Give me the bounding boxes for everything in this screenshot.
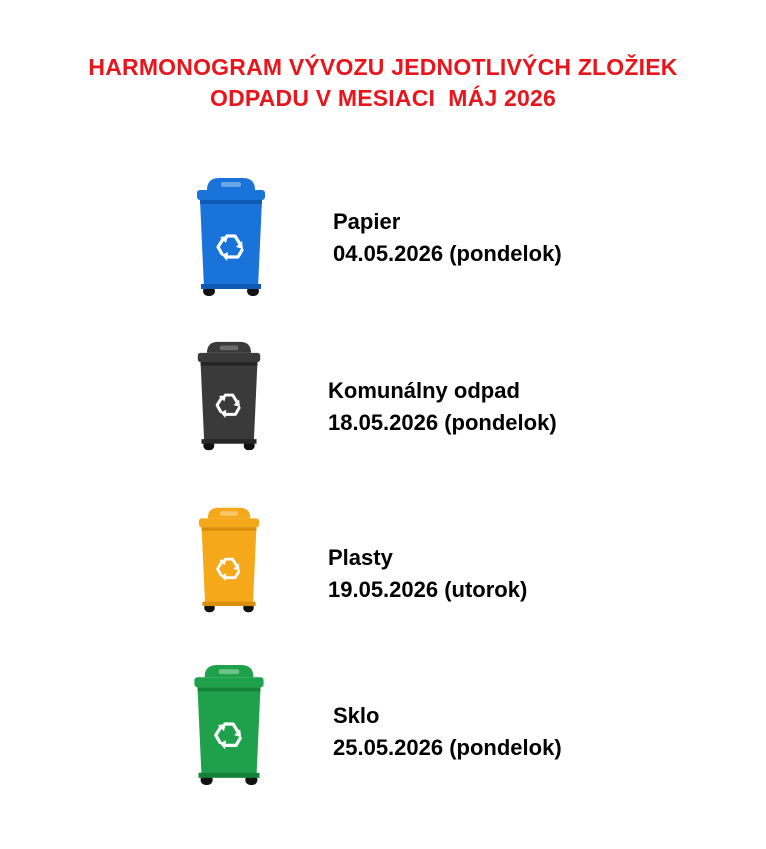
green-recycle-bin-icon — [190, 663, 268, 787]
collection-date: 18.05.2026 (pondelok) — [328, 410, 557, 435]
schedule-item-komunalny-odpad — [328, 375, 557, 439]
blue-recycle-bin-icon — [193, 176, 269, 298]
schedule-item-sklo — [333, 700, 562, 764]
page-title — [0, 52, 766, 114]
yellow-recycle-bin-icon — [195, 506, 263, 614]
schedule-item-plasty — [328, 542, 527, 606]
waste-type-label: Komunálny odpad — [328, 378, 520, 403]
collection-date: 25.05.2026 (pondelok) — [333, 735, 562, 760]
black-recycle-bin-icon — [193, 340, 265, 452]
title-line-2: ODPADU V MESIACI MÁJ 2026 — [209, 85, 557, 111]
collection-date: 04.05.2026 (pondelok) — [333, 241, 562, 266]
title-line-1: HARMONOGRAM VÝVOZU JEDNOTLIVÝCH ZLOŽIEK — [88, 54, 678, 80]
waste-type-label: Papier — [333, 209, 401, 234]
collection-date: 19.05.2026 (utorok) — [328, 577, 528, 602]
waste-type-label: Plasty — [328, 545, 393, 570]
waste-type-label: Sklo — [333, 703, 380, 728]
schedule-item-papier — [333, 206, 562, 270]
